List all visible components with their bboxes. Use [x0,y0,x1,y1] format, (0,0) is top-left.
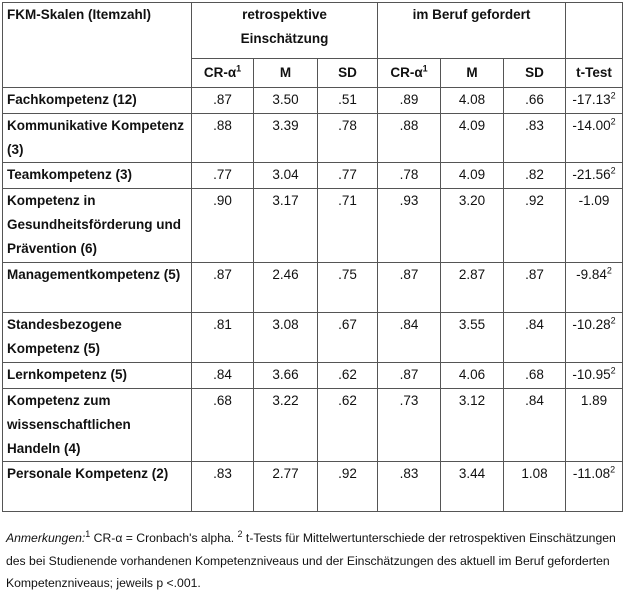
t-test-cell: -10.95$^2$ [566,363,623,389]
value-cell: .87 [378,363,441,389]
value-cell: .88 [378,114,441,163]
row-label: Kommunikative Kompetenz (3) [3,114,192,163]
value-cell: .78 [378,163,441,189]
retro-group-header: retrospektive Einschätzung [192,3,378,59]
value-cell: .68 [504,363,566,389]
value-cell: 1.08 [504,462,566,512]
value-cell: 3.20 [441,189,504,263]
value-cell: .62 [318,389,378,462]
results-table [2,2,623,512]
notes-sup2: 2 [237,528,243,539]
table-row [3,189,623,263]
subheader-cell: t-Test [566,59,623,88]
value-cell: .87 [378,263,441,313]
value-cell: 3.44 [441,462,504,512]
subheader-cell: SD [504,59,566,88]
value-cell: .66 [504,88,566,114]
beruf-group-header: im Beruf gefordert [378,3,566,59]
subheader-cell: M [441,59,504,88]
value-cell: 3.17 [254,189,318,263]
value-cell: .77 [318,163,378,189]
value-cell: .71 [318,189,378,263]
value-cell: 3.50 [254,88,318,114]
t-test-cell: -21.56$^2$ [566,163,623,189]
table-notes [6,527,616,595]
value-cell: .73 [378,389,441,462]
row-label: Standesbezogene Kompetenz (5) [3,313,192,363]
value-cell: .67 [318,313,378,363]
t-test-cell: -11.08$^2$ [566,462,623,512]
value-cell: 4.09 [441,163,504,189]
notes-text1: CR-α = Cronbach's alpha. [90,531,238,545]
value-cell: .89 [378,88,441,114]
value-cell: .78 [318,114,378,163]
table-row [3,363,623,389]
value-cell: .87 [192,263,254,313]
value-cell: 4.09 [441,114,504,163]
value-cell: .68 [192,389,254,462]
value-cell: .92 [318,462,378,512]
value-cell: .84 [504,389,566,462]
value-cell: 3.39 [254,114,318,163]
subheader-cell: $CR-\alpha^1$ [378,59,441,88]
empty-header-cell [566,3,623,59]
value-cell: 3.55 [441,313,504,363]
value-cell: .81 [192,313,254,363]
subheader-cell: M [254,59,318,88]
notes-sup1: 1 [85,528,91,539]
table-row [3,114,623,163]
value-cell: 2.87 [441,263,504,313]
value-cell: .87 [192,88,254,114]
value-cell: 3.12 [441,389,504,462]
table-row [3,88,623,114]
value-cell: .84 [504,313,566,363]
value-cell: .90 [192,189,254,263]
value-cell: 3.08 [254,313,318,363]
row-label: Teamkompetenz (3) [3,163,192,189]
row-label: Personale Kompetenz (2) [3,462,192,512]
value-cell: 3.04 [254,163,318,189]
table-row [3,389,623,462]
value-cell: .84 [378,313,441,363]
subheader-cell: $CR-\alpha^1$ [192,59,254,88]
value-cell: .83 [378,462,441,512]
value-cell: .93 [378,189,441,263]
t-test-cell: 1.89 [566,389,623,462]
row-label: Managementkompetenz (5) [3,263,192,313]
t-test-cell: -17.13$^2$ [566,88,623,114]
value-cell: .83 [504,114,566,163]
value-cell: .84 [192,363,254,389]
value-cell: 4.06 [441,363,504,389]
notes-text2: t-Tests für Mittelwertunterschiede der retrospektiven Einschätzungen des bei Studienende vorhandenen Kompetenzniveaus und der Einschätzungen des aktuell im Beruf geforderten Kompetenzniveaus; jeweils p <.001. [6,531,616,590]
row-label: Fachkompetenz (12) [3,88,192,114]
value-cell: 3.22 [254,389,318,462]
value-cell: .75 [318,263,378,313]
t-test-cell: -1.09 [566,189,623,263]
value-cell: .87 [504,263,566,313]
table-row [3,263,623,313]
value-cell: 2.46 [254,263,318,313]
value-cell: .88 [192,114,254,163]
row-label: Lernkompetenz (5) [3,363,192,389]
row-label: Kompetenz in Gesundheitsförderung und Prävention (6) [3,189,192,263]
value-cell: .92 [504,189,566,263]
table-row [3,313,623,363]
subheader-cell: SD [318,59,378,88]
value-cell: 2.77 [254,462,318,512]
row-label: Kompetenz zum wissenschaftlichen Handeln (4) [3,389,192,462]
table-row [3,462,623,512]
t-test-cell: -10.28$^2$ [566,313,623,363]
table-row [3,163,623,189]
value-cell: 3.66 [254,363,318,389]
t-test-cell: -9.84$^2$ [566,263,623,313]
notes-lead: Anmerkungen: [6,531,86,545]
t-test-cell: -14.00$^2$ [566,114,623,163]
scale-column-header: FKM-Skalen (Itemzahl) [3,3,192,88]
value-cell: .51 [318,88,378,114]
value-cell: .62 [318,363,378,389]
value-cell: .83 [192,462,254,512]
value-cell: 4.08 [441,88,504,114]
value-cell: .82 [504,163,566,189]
value-cell: .77 [192,163,254,189]
